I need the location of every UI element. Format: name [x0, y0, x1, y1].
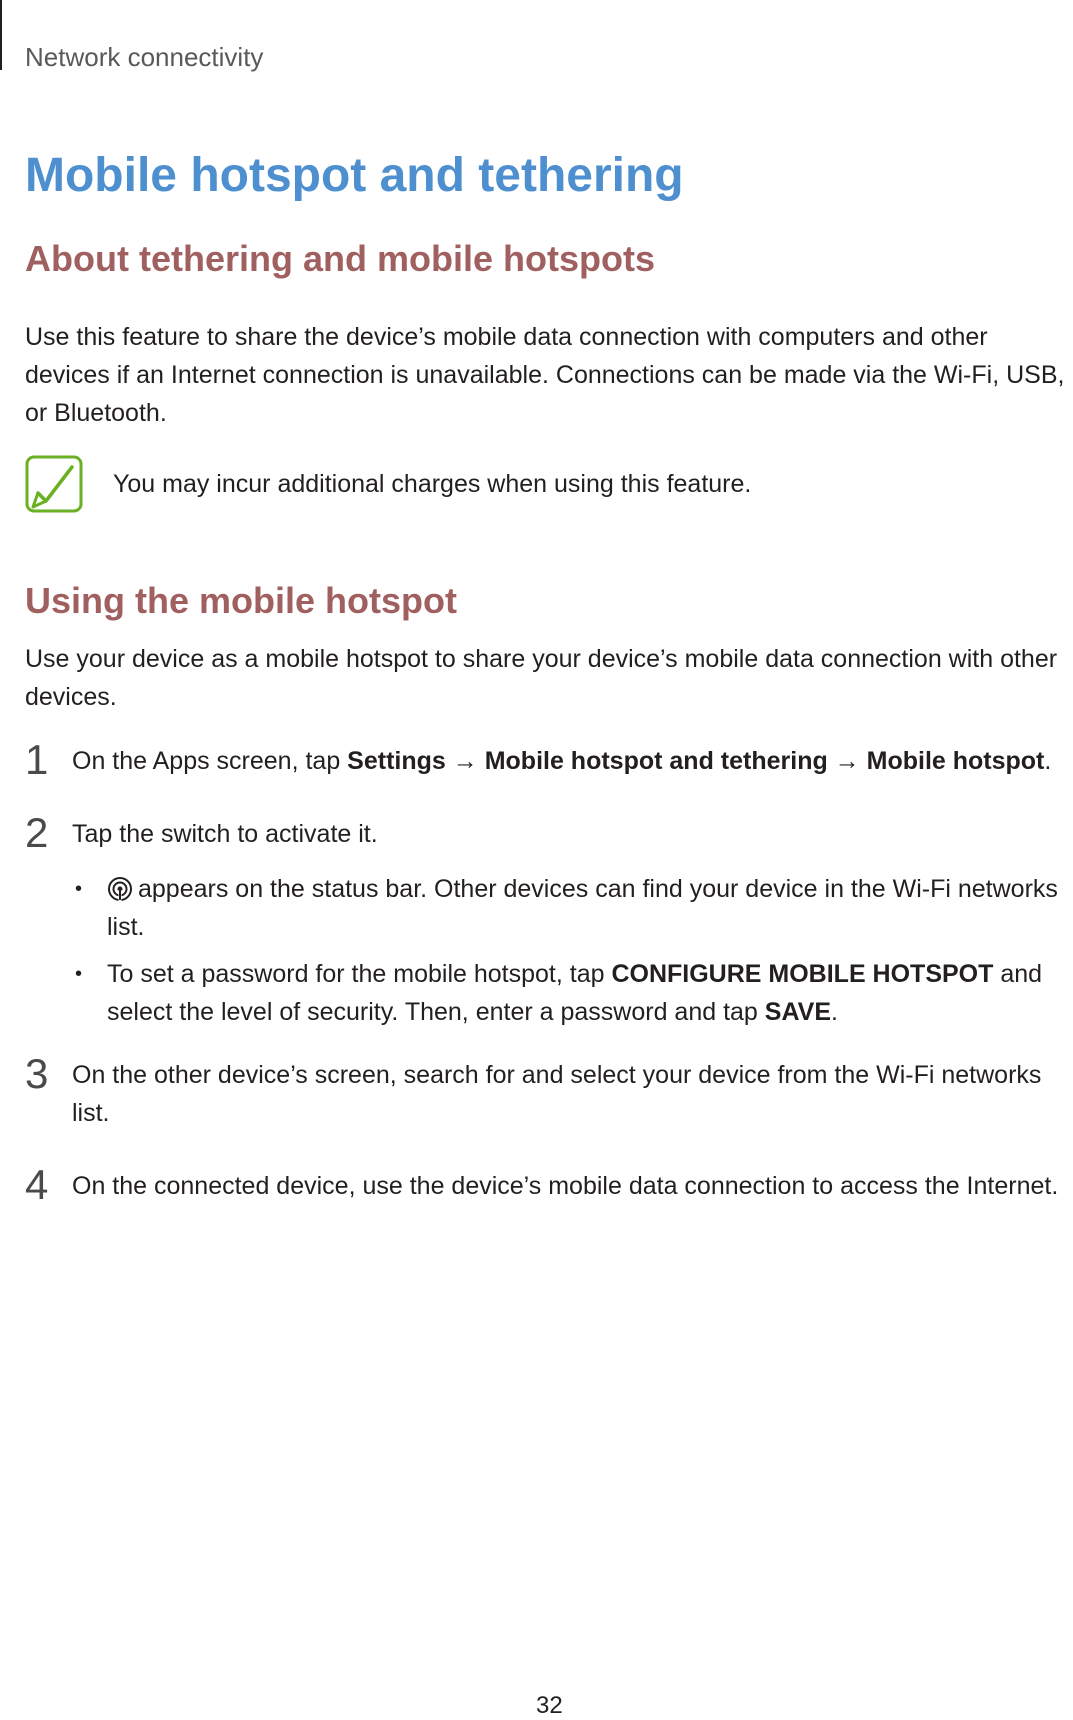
step-text: Tap the switch to activate it. [72, 820, 378, 848]
bullet-text: To set a password for the mobile hotspot, tap CONFIGURE MOBILE HOTSPOT and select the level of security. Then, enter a password and tap SAVE. [107, 960, 1043, 1026]
note-text: You may incur additional charges when using this feature. [113, 470, 752, 498]
step-number: 1 [25, 736, 49, 783]
step-text: On the connected device, use the device’s mobile data connection to access the Internet. [72, 1172, 1059, 1200]
bullet-text: appears on the status bar. Other devices can find your device in the Wi-Fi networks list. [107, 875, 1058, 941]
page-edge-line [0, 0, 2, 70]
step-number: 3 [25, 1050, 49, 1097]
step-number: 2 [25, 809, 49, 856]
mobile-hotspot-tethering-label: Mobile hotspot and tethering [484, 747, 828, 775]
step-text: On the Apps screen, tap Settings → Mobile hotspot and tethering → Mobile hotspot. [72, 747, 1052, 775]
about-body: Use this feature to share the device’s mobile data connection with computers and other devices if an Internet connection is unavailable. Connections can be made via the Wi-Fi, USB, or Bluetooth. [25, 323, 1065, 427]
page-number: 32 [536, 1692, 563, 1719]
configure-mobile-hotspot-label: CONFIGURE MOBILE HOTSPOT [611, 960, 994, 988]
step-text: On the other device’s screen, search for and select your device from the Wi-Fi networks list. [72, 1061, 1042, 1127]
bullet-dot: • [75, 878, 83, 900]
about-heading: About tethering and mobile hotspots [25, 238, 655, 279]
using-heading: Using the mobile hotspot [25, 580, 457, 621]
settings-label: Settings [347, 747, 446, 775]
using-body: Use your device as a mobile hotspot to share your device’s mobile data connection with other devices. [25, 645, 1058, 711]
section-header: Network connectivity [25, 42, 264, 72]
save-label: SAVE [764, 998, 832, 1026]
note-check-icon [25, 455, 83, 513]
mobile-hotspot-label: Mobile hotspot [866, 747, 1045, 775]
page-title: Mobile hotspot and tethering [25, 149, 684, 202]
hotspot-icon [107, 875, 133, 901]
bullet-dot: • [75, 963, 83, 985]
step-number: 4 [25, 1161, 49, 1208]
